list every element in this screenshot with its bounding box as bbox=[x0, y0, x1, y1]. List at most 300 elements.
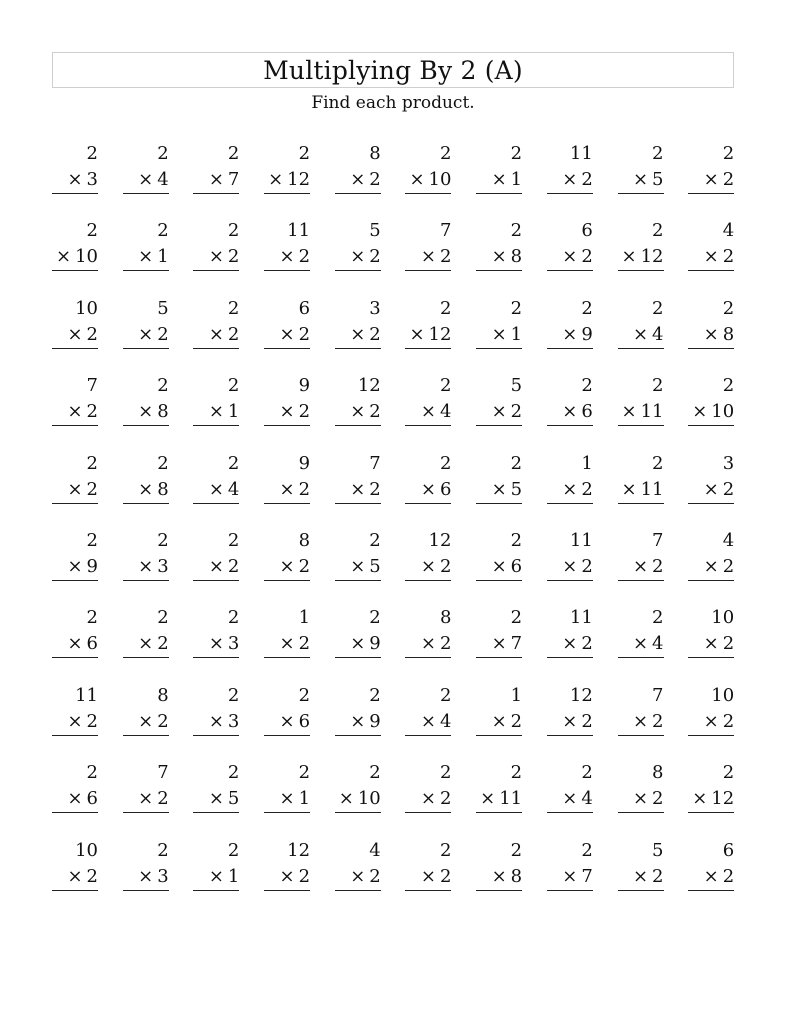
multiplicand: 7 bbox=[369, 452, 381, 474]
multiplicand: 2 bbox=[157, 529, 169, 551]
multiplicand: 4 bbox=[722, 529, 735, 551]
multiplier-row bbox=[618, 554, 664, 581]
problem-item bbox=[405, 451, 451, 528]
multiplicand: 2 bbox=[298, 684, 311, 706]
multiplier-row bbox=[123, 709, 169, 736]
problem-item bbox=[335, 451, 381, 528]
multiply-sign: × bbox=[56, 246, 72, 268]
multiplier: 2 bbox=[369, 865, 381, 887]
multiply-sign: × bbox=[621, 246, 637, 268]
multiply-sign: × bbox=[632, 633, 649, 655]
multiply-sign: × bbox=[703, 478, 719, 500]
multiply-sign: × bbox=[350, 555, 366, 577]
multiplicand: 2 bbox=[298, 143, 311, 164]
problem-item bbox=[264, 373, 310, 450]
multiplicand: 2 bbox=[227, 220, 240, 242]
problem-item bbox=[547, 296, 593, 373]
multiplicand: 10 bbox=[711, 607, 735, 629]
multiplicand: 11 bbox=[287, 220, 311, 242]
multiplier: 9 bbox=[369, 633, 381, 655]
multiply-sign: × bbox=[562, 478, 578, 500]
multiplier-row bbox=[547, 399, 593, 426]
multiplicand: 2 bbox=[369, 607, 381, 629]
multiplier-row bbox=[476, 477, 522, 504]
multiplier: 9 bbox=[86, 555, 98, 577]
worksheet-title: Multiplying By 2 (A) bbox=[263, 55, 523, 85]
multiply-sign: × bbox=[703, 633, 719, 655]
multiplier: 2 bbox=[581, 169, 593, 190]
multiplicand: 8 bbox=[439, 607, 452, 629]
multiplier-row bbox=[193, 554, 239, 581]
multiplier-row bbox=[52, 477, 98, 504]
problem-item bbox=[123, 528, 169, 605]
problem-item bbox=[476, 760, 522, 837]
multiplicand: 8 bbox=[298, 529, 311, 551]
multiplier: 2 bbox=[581, 555, 593, 577]
multiply-sign: × bbox=[350, 865, 366, 887]
multiplier-row bbox=[264, 554, 310, 581]
multiplier: 2 bbox=[652, 710, 664, 732]
problem-item bbox=[123, 683, 169, 760]
problem-item bbox=[193, 451, 239, 528]
multiplier-row bbox=[264, 709, 310, 736]
multiply-sign: × bbox=[632, 710, 649, 732]
multiplicand: 7 bbox=[439, 220, 452, 242]
multiply-sign: × bbox=[138, 401, 154, 423]
multiplier-row bbox=[476, 167, 522, 194]
multiply-sign: × bbox=[279, 246, 295, 268]
multiplier-row bbox=[688, 399, 734, 426]
problem-item bbox=[405, 373, 451, 450]
multiplier-row bbox=[264, 399, 310, 426]
multiplier-row bbox=[52, 631, 98, 658]
problem-item bbox=[193, 838, 239, 915]
multiplicand: 2 bbox=[86, 607, 98, 629]
multiplier-row bbox=[688, 322, 734, 349]
problem-item bbox=[547, 141, 593, 218]
multiplier: 2 bbox=[439, 788, 452, 810]
multiply-sign: × bbox=[420, 865, 436, 887]
multiplier-row bbox=[52, 709, 98, 736]
multiply-sign: × bbox=[138, 246, 154, 268]
multiply-sign: × bbox=[703, 169, 719, 190]
multiplicand: 2 bbox=[652, 607, 664, 629]
problem-item bbox=[264, 451, 310, 528]
multiplier-row bbox=[52, 786, 98, 813]
multiply-sign: × bbox=[138, 169, 154, 190]
multiply-sign: × bbox=[420, 788, 436, 810]
multiplier: 2 bbox=[722, 246, 735, 268]
multiplier: 7 bbox=[510, 633, 523, 655]
multiplier-row bbox=[688, 167, 734, 194]
multiplier-row bbox=[547, 709, 593, 736]
multiply-sign: × bbox=[562, 401, 578, 423]
multiplier-row bbox=[618, 167, 664, 194]
multiply-sign: × bbox=[208, 555, 224, 577]
multiplicand: 7 bbox=[157, 762, 169, 784]
problem-item bbox=[405, 141, 451, 218]
problem-item bbox=[123, 838, 169, 915]
multiplier: 1 bbox=[298, 788, 311, 810]
multiplier: 2 bbox=[439, 865, 452, 887]
problem-item bbox=[335, 528, 381, 605]
problem-item bbox=[618, 141, 664, 218]
problem-item bbox=[476, 451, 522, 528]
problem-item bbox=[264, 218, 310, 295]
multiplicand: 1 bbox=[581, 452, 593, 474]
problem-item bbox=[335, 218, 381, 295]
multiplier: 8 bbox=[157, 478, 169, 500]
instructions: Find each product. bbox=[311, 93, 475, 113]
multiplicand: 11 bbox=[569, 529, 593, 551]
multiplicand: 2 bbox=[439, 684, 452, 706]
multiplier: 4 bbox=[439, 710, 452, 732]
multiplier-row bbox=[405, 864, 451, 891]
problem-item bbox=[193, 683, 239, 760]
multiply-sign: × bbox=[703, 710, 719, 732]
problem-item bbox=[405, 218, 451, 295]
problem-item bbox=[264, 296, 310, 373]
multiply-sign: × bbox=[67, 323, 83, 345]
multiply-sign: × bbox=[350, 401, 366, 423]
multiplicand: 2 bbox=[157, 607, 169, 629]
multiply-sign: × bbox=[491, 710, 507, 732]
multiplier-row bbox=[405, 167, 451, 194]
multiplier-row bbox=[123, 786, 169, 813]
multiply-sign: × bbox=[67, 555, 83, 577]
multiply-sign: × bbox=[138, 555, 154, 577]
multiplier: 2 bbox=[157, 323, 169, 345]
problem-item bbox=[688, 141, 734, 218]
multiply-sign: × bbox=[621, 478, 637, 500]
multiply-sign: × bbox=[420, 710, 436, 732]
multiplicand: 2 bbox=[86, 220, 98, 242]
multiplier-row bbox=[476, 322, 522, 349]
problem-item bbox=[618, 451, 664, 528]
problem-item bbox=[264, 528, 310, 605]
problem-item bbox=[52, 218, 98, 295]
problem-item bbox=[335, 760, 381, 837]
multiplier: 2 bbox=[157, 633, 169, 655]
problem-item bbox=[123, 296, 169, 373]
multiply-sign: × bbox=[420, 555, 436, 577]
multiplicand: 2 bbox=[439, 297, 452, 319]
problem-item bbox=[547, 760, 593, 837]
multiplicand: 7 bbox=[86, 375, 98, 397]
multiply-sign: × bbox=[279, 865, 295, 887]
problem-item bbox=[688, 838, 734, 915]
multiplier-row bbox=[335, 477, 381, 504]
problem-item bbox=[688, 373, 734, 450]
multiplier-row bbox=[193, 322, 239, 349]
multiplier-row bbox=[476, 554, 522, 581]
multiplicand: 2 bbox=[227, 607, 240, 629]
multiplier-row bbox=[688, 554, 734, 581]
multiplier-row bbox=[264, 167, 310, 194]
multiplicand: 2 bbox=[227, 143, 240, 164]
multiply-sign: × bbox=[409, 169, 425, 190]
title-box bbox=[52, 52, 734, 88]
multiply-sign: × bbox=[491, 555, 507, 577]
problem-item bbox=[618, 683, 664, 760]
multiplicand: 3 bbox=[369, 297, 381, 319]
problem-item bbox=[264, 141, 310, 218]
multiply-sign: × bbox=[208, 478, 224, 500]
problem-item bbox=[476, 218, 522, 295]
multiplier: 1 bbox=[227, 865, 240, 887]
multiplicand: 2 bbox=[581, 839, 593, 861]
problem-item bbox=[193, 373, 239, 450]
multiplier: 4 bbox=[227, 478, 240, 500]
multiplicand: 2 bbox=[227, 839, 240, 861]
multiplicand: 2 bbox=[722, 375, 735, 397]
multiplicand: 10 bbox=[75, 839, 98, 861]
multiplier-row bbox=[264, 322, 310, 349]
multiplier-row bbox=[193, 786, 239, 813]
multiplier: 11 bbox=[640, 478, 664, 500]
problem-item bbox=[547, 218, 593, 295]
multiplier: 2 bbox=[298, 246, 311, 268]
multiplicand: 2 bbox=[652, 143, 664, 164]
multiplier-row bbox=[264, 631, 310, 658]
multiply-sign: × bbox=[67, 788, 83, 810]
problem-item bbox=[52, 528, 98, 605]
multiplier: 2 bbox=[581, 710, 593, 732]
multiply-sign: × bbox=[67, 478, 83, 500]
multiplier-row bbox=[476, 709, 522, 736]
multiplier-row bbox=[123, 631, 169, 658]
multiplier: 3 bbox=[227, 633, 240, 655]
multiply-sign: × bbox=[491, 169, 507, 190]
multiplier-row bbox=[123, 244, 169, 271]
multiplicand: 2 bbox=[652, 375, 664, 397]
multiplier: 4 bbox=[439, 401, 452, 423]
multiply-sign: × bbox=[350, 633, 366, 655]
multiply-sign: × bbox=[208, 246, 224, 268]
multiply-sign: × bbox=[138, 478, 154, 500]
problem-item bbox=[193, 218, 239, 295]
problem-item bbox=[547, 683, 593, 760]
multiply-sign: × bbox=[279, 633, 295, 655]
problem-item bbox=[335, 683, 381, 760]
multiplicand: 7 bbox=[652, 684, 664, 706]
multiplier: 2 bbox=[369, 169, 381, 190]
multiplier: 2 bbox=[298, 633, 311, 655]
multiplicand: 6 bbox=[722, 839, 735, 861]
multiplier-row bbox=[405, 631, 451, 658]
multiplicand: 2 bbox=[652, 297, 664, 319]
multiplier-row bbox=[405, 477, 451, 504]
problem-item bbox=[123, 141, 169, 218]
multiplier: 4 bbox=[157, 169, 169, 190]
multiplier-row bbox=[335, 167, 381, 194]
multiplicand: 10 bbox=[711, 684, 735, 706]
problem-item bbox=[405, 838, 451, 915]
problem-item bbox=[123, 760, 169, 837]
multiply-sign: × bbox=[632, 169, 649, 190]
multiplier: 5 bbox=[510, 478, 523, 500]
multiplier: 2 bbox=[439, 246, 452, 268]
multiplier: 9 bbox=[581, 323, 593, 345]
multiply-sign: × bbox=[279, 788, 295, 810]
multiplicand: 6 bbox=[581, 220, 593, 242]
multiplier-row bbox=[476, 864, 522, 891]
multiplier: 2 bbox=[652, 865, 664, 887]
multiplier-row bbox=[123, 167, 169, 194]
multiplicand: 2 bbox=[227, 297, 240, 319]
multiply-sign: × bbox=[338, 788, 354, 810]
multiplier-row bbox=[547, 167, 593, 194]
problem-item bbox=[193, 141, 239, 218]
multiplicand: 2 bbox=[157, 452, 169, 474]
multiplier: 9 bbox=[369, 710, 381, 732]
problem-item bbox=[688, 218, 734, 295]
multiplier-row bbox=[52, 864, 98, 891]
multiplier-row bbox=[547, 554, 593, 581]
multiply-sign: × bbox=[279, 710, 295, 732]
multiplier: 2 bbox=[510, 710, 523, 732]
problem-item bbox=[193, 760, 239, 837]
multiplier: 6 bbox=[581, 401, 593, 423]
multiplicand: 2 bbox=[369, 762, 381, 784]
multiplicand: 2 bbox=[227, 762, 240, 784]
multiplicand: 2 bbox=[581, 762, 593, 784]
problem-item bbox=[476, 683, 522, 760]
multiply-sign: × bbox=[268, 169, 284, 190]
problem-item bbox=[618, 528, 664, 605]
multiplier-row bbox=[618, 322, 664, 349]
multiplier-row bbox=[335, 554, 381, 581]
multiplicand: 5 bbox=[510, 375, 523, 397]
multiplicand: 2 bbox=[510, 143, 523, 164]
problem-item bbox=[52, 838, 98, 915]
multiplier: 2 bbox=[581, 633, 593, 655]
multiplier: 2 bbox=[722, 633, 735, 655]
multiply-sign: × bbox=[138, 710, 154, 732]
problem-item bbox=[405, 605, 451, 682]
multiply-sign: × bbox=[703, 323, 719, 345]
problem-item bbox=[688, 683, 734, 760]
multiplier-row bbox=[547, 322, 593, 349]
multiplicand: 2 bbox=[510, 220, 523, 242]
multiplier-row bbox=[547, 477, 593, 504]
multiplicand: 1 bbox=[510, 684, 523, 706]
multiplicand: 2 bbox=[227, 684, 240, 706]
multiply-sign: × bbox=[279, 478, 295, 500]
multiply-sign: × bbox=[138, 323, 154, 345]
multiplier-row bbox=[618, 709, 664, 736]
problem-item bbox=[335, 373, 381, 450]
multiplier: 2 bbox=[86, 323, 98, 345]
multiplier: 2 bbox=[369, 246, 381, 268]
multiplier: 4 bbox=[652, 323, 664, 345]
problem-item bbox=[335, 141, 381, 218]
multiplier: 11 bbox=[640, 401, 664, 423]
problem-item bbox=[123, 605, 169, 682]
multiplier: 7 bbox=[227, 169, 240, 190]
multiplicand: 8 bbox=[369, 143, 381, 164]
multiplier: 2 bbox=[298, 323, 311, 345]
multiply-sign: × bbox=[208, 323, 224, 345]
multiplier-row bbox=[193, 399, 239, 426]
multiply-sign: × bbox=[420, 246, 436, 268]
multiply-sign: × bbox=[562, 788, 578, 810]
multiplier-row bbox=[476, 631, 522, 658]
problem-item bbox=[547, 451, 593, 528]
multiplicand: 2 bbox=[439, 143, 452, 164]
multiply-sign: × bbox=[562, 865, 578, 887]
multiplier: 6 bbox=[298, 710, 311, 732]
multiplier-row bbox=[688, 477, 734, 504]
multiplier: 6 bbox=[510, 555, 523, 577]
multiplier: 2 bbox=[722, 555, 735, 577]
problem-item bbox=[52, 683, 98, 760]
multiply-sign: × bbox=[208, 633, 224, 655]
multiply-sign: × bbox=[67, 865, 83, 887]
problem-item bbox=[476, 373, 522, 450]
multiplicand: 2 bbox=[157, 143, 169, 164]
multiplier-row bbox=[618, 864, 664, 891]
multiplier: 2 bbox=[439, 555, 452, 577]
multiplicand: 2 bbox=[510, 607, 523, 629]
multiplicand: 2 bbox=[86, 143, 98, 164]
multiplier: 10 bbox=[75, 246, 98, 268]
multiplicand: 4 bbox=[369, 839, 381, 861]
multiplier-row bbox=[405, 709, 451, 736]
problem-item bbox=[688, 296, 734, 373]
multiplicand: 2 bbox=[581, 375, 593, 397]
multiplicand: 12 bbox=[357, 375, 381, 397]
multiplicand: 2 bbox=[581, 297, 593, 319]
multiplier-row bbox=[547, 864, 593, 891]
multiplier: 2 bbox=[86, 478, 98, 500]
multiplier: 2 bbox=[581, 246, 593, 268]
multiplicand: 2 bbox=[722, 297, 735, 319]
multiply-sign: × bbox=[692, 401, 708, 423]
multiply-sign: × bbox=[420, 478, 436, 500]
problem-item bbox=[618, 373, 664, 450]
multiplier-row bbox=[52, 244, 98, 271]
multiplicand: 12 bbox=[428, 529, 452, 551]
multiply-sign: × bbox=[67, 710, 83, 732]
multiplier-row bbox=[547, 631, 593, 658]
problem-item bbox=[193, 605, 239, 682]
multiplicand: 2 bbox=[510, 762, 523, 784]
multiplier-row bbox=[688, 244, 734, 271]
multiplicand: 2 bbox=[227, 452, 240, 474]
problem-item bbox=[618, 218, 664, 295]
multiplicand: 9 bbox=[298, 452, 311, 474]
multiplier: 2 bbox=[157, 788, 169, 810]
multiplier: 10 bbox=[428, 169, 452, 190]
multiplier: 2 bbox=[510, 401, 523, 423]
problem-item bbox=[476, 605, 522, 682]
multiplier-row bbox=[123, 399, 169, 426]
multiplier: 1 bbox=[227, 401, 240, 423]
multiplier: 2 bbox=[298, 555, 311, 577]
multiplier: 1 bbox=[510, 169, 523, 190]
multiplier: 3 bbox=[227, 710, 240, 732]
multiply-sign: × bbox=[208, 710, 224, 732]
multiplier-row bbox=[688, 864, 734, 891]
multiplier: 7 bbox=[581, 865, 593, 887]
multiplier: 2 bbox=[86, 710, 98, 732]
problem-item bbox=[52, 451, 98, 528]
multiplicand: 2 bbox=[510, 529, 523, 551]
multiplicand: 3 bbox=[722, 452, 735, 474]
multiplicand: 2 bbox=[652, 452, 664, 474]
multiply-sign: × bbox=[67, 169, 83, 190]
